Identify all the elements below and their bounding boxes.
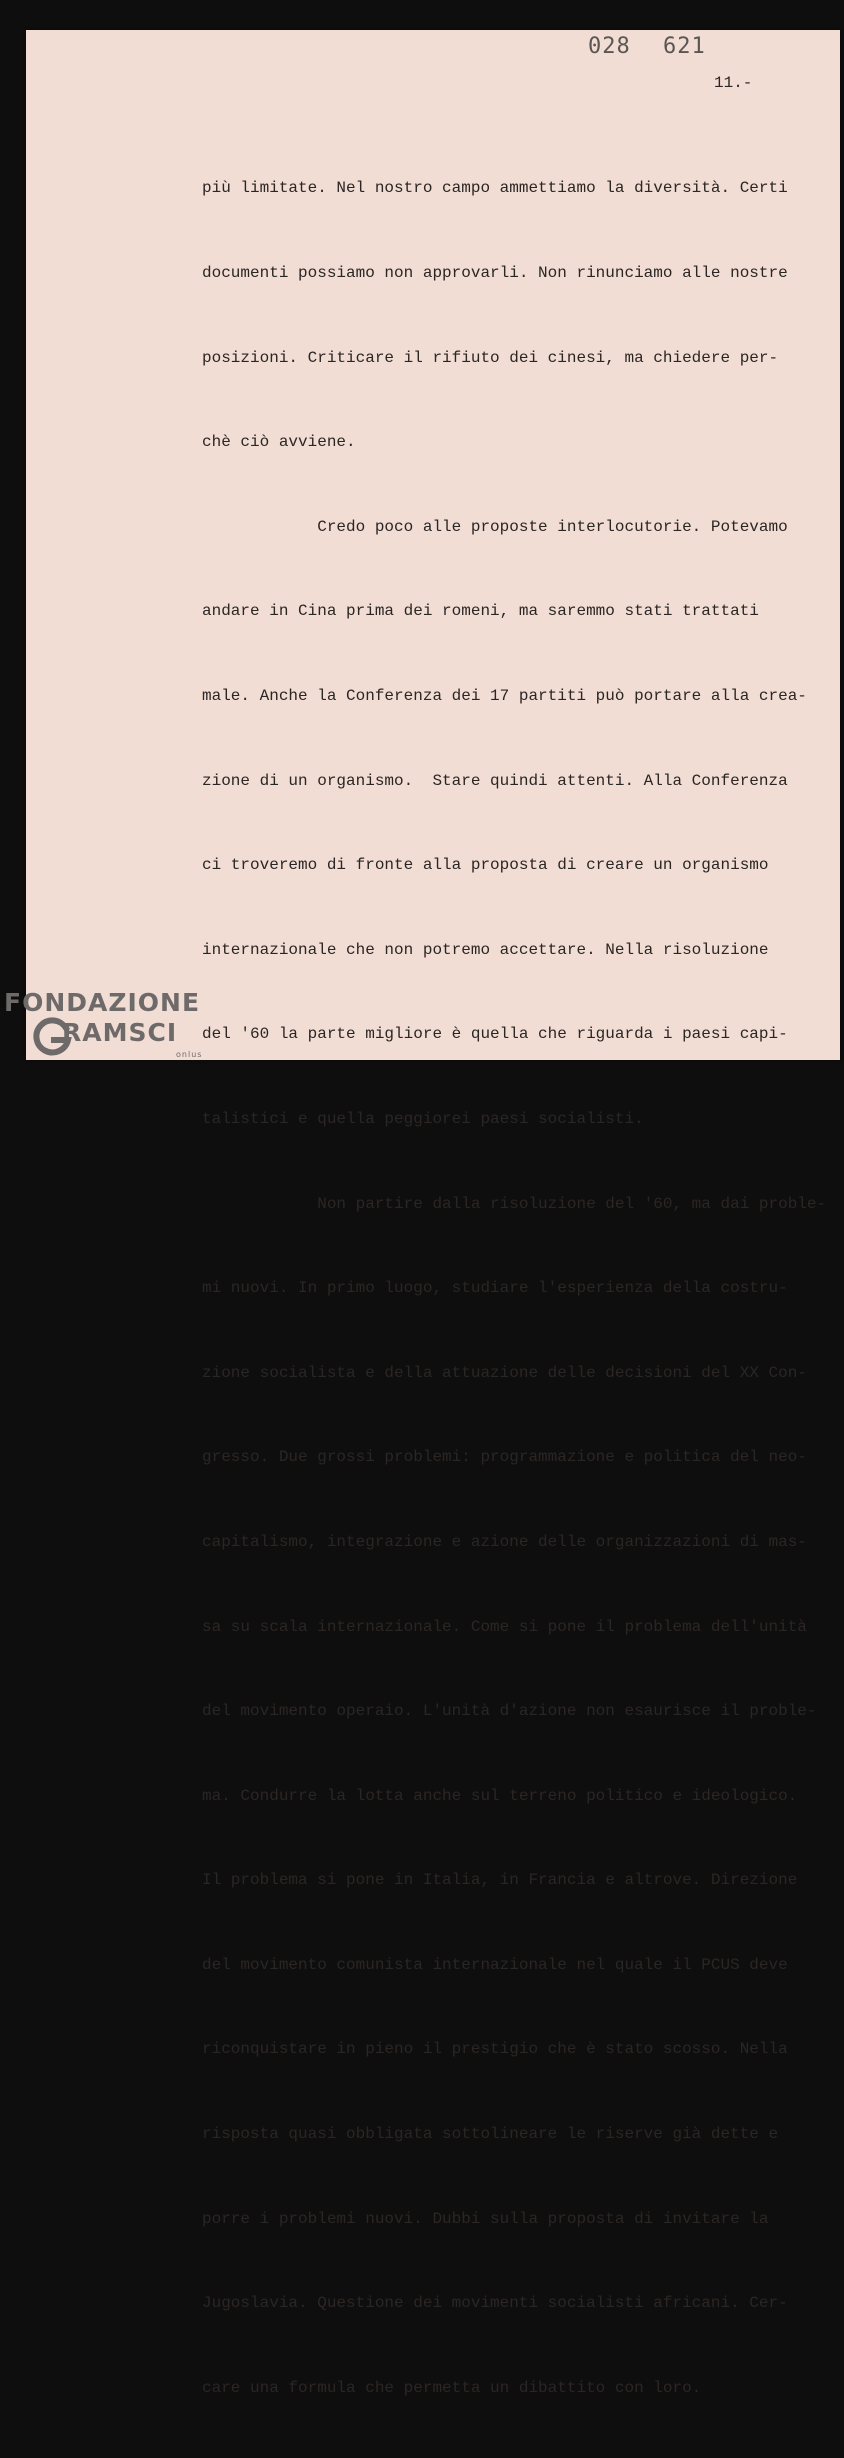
text-line: Jugoslavia. Questione dei movimenti socialisti africani. Cer- [202, 2294, 788, 2313]
text-line: zione di un organismo. Stare quindi attenti. Alla Conferenza [202, 771, 788, 790]
text-line: posizioni. Criticare il rifiuto dei cinesi, ma chiedere per- [202, 348, 779, 367]
text-line: riconquistare in pieno il prestigio che è stato scosso. Nella [202, 2040, 788, 2059]
text-line: Credo poco alle proposte interlocutorie. Potevamo [202, 517, 788, 536]
text-line: del movimento operaio. L'unità d'azione non esaurisce il proble- [202, 1702, 817, 1721]
text-line: Il problema si pone in Italia, in Francia e altrove. Direzione [202, 1871, 798, 1890]
text-line: del movimento comunista internazionale nel quale il PCUS deve [202, 1955, 788, 1974]
text-line: mi nuovi. In primo luogo, studiare l'esperienza della costru- [202, 1279, 788, 1298]
text-line: ci troveremo di fronte alla proposta di creare un organismo [202, 856, 769, 875]
document-page [26, 30, 840, 2397]
text-line: sa su scala internazionale. Come si pone il problema dell'unità [202, 1617, 807, 1636]
text-line: del '60 la parte migliore è quella che riguarda i paesi capi- [202, 1025, 788, 1044]
text-line: porre i problemi nuovi. Dubbi sulla proposta di invitare la [202, 2209, 769, 2228]
watermark-line-1: FONDAZIONE [4, 988, 201, 1017]
text-line: ma. Condurre la lotta anche sul terreno politico e ideologico. [202, 1786, 798, 1805]
watermark-line-2: RAMSCI [62, 1018, 178, 1047]
text-line: zione socialista e della attuazione delle decisioni del XX Con- [202, 1363, 807, 1382]
text-line: internazionale che non potremo accettare. Nella risoluzione [202, 940, 769, 959]
text-line: male. Anche la Conferenza dei 17 partiti può portare alla crea- [202, 686, 807, 705]
text-line: andare in Cina prima dei romeni, ma saremmo stati trattati [202, 602, 759, 621]
page-number: 11.- [714, 74, 753, 92]
text-line: risposta quasi obbligata sottolineare le riserve già dette e [202, 2125, 779, 2144]
text-line: capitalismo, integrazione e azione delle organizzazioni di mas- [202, 1532, 807, 1551]
text-line: documenti possiamo non approvarli. Non rinunciamo alle nostre [202, 264, 788, 282]
text-line: talistici e quella peggiorei paesi socialisti. [202, 1109, 644, 1128]
text-line: Non partire dalla risoluzione del '60, ma dai proble- [202, 1194, 827, 1213]
fondazione-gramsci-watermark [4, 988, 224, 1068]
text-line: più limitate. Nel nostro campo ammettiamo la diversità. Certi [202, 179, 788, 198]
watermark-small: onlus [176, 1050, 203, 1059]
text-line: chè ciò avviene. [202, 433, 356, 452]
archive-code: 028 621 [588, 34, 706, 59]
text-line: care una formula che permetta un dibattito con loro. [202, 2378, 702, 2397]
text-line: gresso. Due grossi problemi: programmazione e politica del neo- [202, 1448, 807, 1467]
typed-text-body [202, 118, 842, 2458]
